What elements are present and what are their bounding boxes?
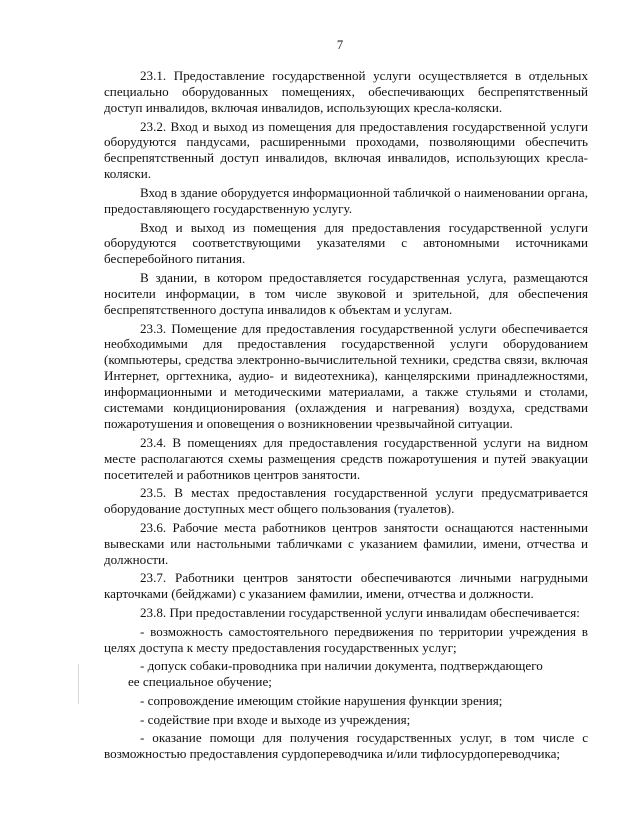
paragraph-23-3: 23.3. Помещение для предоставления государственной услуги обеспечивается необходимыми для предоставления государственной услуги оборудованием (компьютеры, средства электронно-вычислительной техники, средства связи, включая Интернет, оргтехника, аудио- и видеотехника), канцелярскими принадлежностями, информационными и методическими материалами, а также стульями и столами, системами кондиционирования (охлаждения и нагревания) воздуха, средствами пожаротушения и оповещения о возникновении чрезвычайной ситуации. [104,320,588,432]
page-number: 7 [336,38,344,52]
list-item-escort: - сопровождение имеющим стойкие нарушения функции зрения; [140,692,503,708]
document-body [104,68,588,765]
list-item-guide-dog-continued: ее специальное обучение; [128,674,272,690]
list-item-assistance-entry: - содействие при входе и выходе из учреждения; [140,711,411,727]
margin-line [78,664,79,704]
paragraph-entrance-sign: Вход в здание оборудуется информационной табличкой о наименовании органа, предоставляющего государственную услугу. [104,184,588,216]
list-item-help-services: - оказание помощи для получения государственных услуг, в том числе с возможностью предоставления сурдопереводчика и/или тифлосурдопереводчика; [104,730,588,762]
paragraph-23-5: 23.5. В местах предоставления государственной услуги предусматривается оборудование доступных мест общего пользования (туалетов). [104,485,588,517]
paragraph-information-carriers: В здании, в котором предоставляется государственная услуга, размещаются носители информации, в том числе звуковой и зрительной, для обеспечения беспрепятственного доступа инвалидов к объектам и услугам. [104,270,588,317]
paragraph-23-2: 23.2. Вход и выход из помещения для предоставления государственной услуги оборудуются пандусами, расширенными проходами, позволяющими обеспечить беспрепятственный доступ инвалидов, включая инвалидов, использующих кресла-коляски. [104,118,588,182]
paragraph-entrance-indicators: Вход и выход из помещения для предоставления государственной услуги оборудуются соответствующими указателями с автономными источниками бесперебойного питания. [104,219,588,267]
list-item-movement: - возможность самостоятельного передвижения по территории учреждения в целях доступа к месту предоставления государственных услуг; [104,623,588,655]
paragraph-23-6: 23.6. Рабочие места работников центров занятости оснащаются настенными вывесками или настольными табличками с указанием фамилии, имени, отчества и должности. [104,519,588,567]
paragraph-23-8: 23.8. При предоставлении государственной услуги инвалидам обеспечивается: [140,604,580,620]
paragraph-23-1: 23.1. Предоставление государственной услуги осуществляется в отдельных специально оборудованных помещениях, обеспечивающих беспрепятственный доступ инвалидов, включая инвалидов, использующих кресла-коляски. [104,68,588,115]
paragraph-23-4: 23.4. В помещениях для предоставления государственной услуги на видном месте располагаются схемы размещения средств пожаротушения и путей эвакуации посетителей и работников центров занятости. [104,434,588,482]
list-item-guide-dog: - допуск собаки-проводника при наличии документа, подтверждающего [140,658,543,674]
paragraph-23-7: 23.7. Работники центров занятости обеспечиваются личными нагрудными карточками (бейджами) с указанием фамилии, имени, отчества и должности. [104,570,588,602]
